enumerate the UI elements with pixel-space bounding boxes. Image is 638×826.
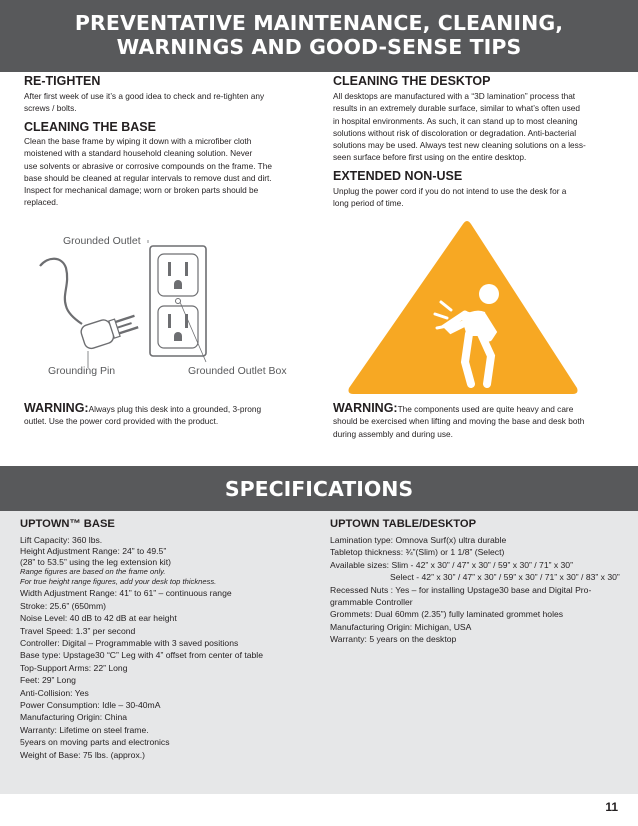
specifications-title: SPECIFICATIONS <box>224 477 414 501</box>
text-line: solutions without risk of discoloration or degradation. Anti-bacterial <box>333 127 577 138</box>
text-line: Clean the base frame by wiping it down with a microfiber cloth <box>24 136 252 146</box>
text-line: replaced. <box>24 197 59 208</box>
grounded-outlet-diagram <box>30 228 320 380</box>
spec-item: (28” to 53.5” using the leg extension kit) <box>20 556 171 567</box>
spec-note: Range figures are based on the frame only. <box>20 567 166 577</box>
cleaning-desktop-text <box>333 90 586 164</box>
text-line: in hospital environments. As such, it can stand up to most cleaning <box>333 115 578 126</box>
spec-item: Grommets: Dual 60mm (2.35”) fully laminated grommet holes <box>330 609 564 620</box>
extended-nonuse-heading: EXTENDED NON-USE <box>333 169 463 183</box>
page-title-line2: WARNINGS AND GOOD-SENSE TIPS <box>116 35 522 59</box>
spec-item: Weight of Base: 75 lbs. (approx.) <box>20 749 145 760</box>
spec-item: Anti-Collision: Yes <box>20 687 89 698</box>
text-line: Inspect for mechanical damage; worn or broken parts should be <box>24 185 259 196</box>
spec-item: Base type: Upstage30 “C” Leg with 4” offset from center of table <box>20 650 263 661</box>
warning-text: Always plug this desk into a grounded, 3-prong <box>88 404 262 414</box>
cleaning-desktop-heading: CLEANING THE DESKTOP <box>333 74 491 88</box>
power-cord <box>40 259 82 324</box>
spec-item: Manufacturing Origin: China <box>20 712 127 723</box>
uptown-table-spec-list <box>330 534 620 646</box>
text-line: moistened with a standard household cleaning solution. Never <box>24 148 253 159</box>
text-line: screws / bolts. <box>24 103 77 114</box>
warning-text: during assembly and during use. <box>333 428 453 439</box>
text-line: Unplug the power cord if you do not intend to use the desk for a <box>333 186 567 196</box>
spec-item: Controller: Digital – Programmable with 3 saved positions <box>20 638 239 649</box>
specifications-panel <box>0 511 638 794</box>
spec-item: Height Adjustment Range: 24” to 49.5” <box>20 546 167 557</box>
cleaning-base-heading: CLEANING THE BASE <box>24 120 156 134</box>
extended-nonuse-text <box>333 185 566 210</box>
spec-item: Warranty: 5 years on the desktop <box>330 634 457 645</box>
grounding-pin-label: Grounding Pin <box>48 365 116 377</box>
text-line: solutions may be used. Always test new cleaning solutions on a less- <box>333 140 586 151</box>
text-line: results in an extremely durable surface, similar to what’s often used <box>333 103 581 114</box>
grounded-outlet-box-label: Grounded Outlet Box <box>188 365 287 377</box>
uptown-base-heading: UPTOWN™ BASE <box>20 518 115 530</box>
outlet-icon <box>150 246 206 356</box>
warning-label: WARNING: <box>24 401 89 415</box>
spec-item: Stroke: 25.6” (650mm) <box>20 600 106 611</box>
text-line: All desktops are manufactured with a “3D lamination” process that <box>333 91 576 101</box>
spec-item: Available sizes: Slim - 42” x 30” / 47” x 30” / 59” x 30” / 71” x 30” <box>330 559 573 570</box>
text-line: long period of time. <box>333 198 404 209</box>
page-title-line1: PREVENTATIVE MAINTENANCE, CLEANING, <box>74 11 564 35</box>
spec-item: 5years on moving parts and electronics <box>20 737 170 748</box>
specifications-banner <box>0 466 638 511</box>
warning-text: should be exercised when lifting and moving the base and desk both <box>333 416 585 427</box>
spec-item: Feet: 29” Long <box>20 675 76 686</box>
text-line: seen surface before first using on the entire desktop. <box>333 152 527 163</box>
spec-item: Top-Support Arms: 22” Long <box>20 662 128 673</box>
warning-text: The components used are quite heavy and care <box>397 404 574 414</box>
text-line: use solvents or abrasive or corrosive compounds on the frame. The <box>24 160 272 171</box>
cleaning-base-text <box>24 135 272 209</box>
warning-label: WARNING: <box>333 401 398 415</box>
spec-item: Tabletop thickness: ¾”(Slim) or 1 1/8” (Select) <box>330 547 505 558</box>
warning-text: outlet. Use the power cord provided with the product. <box>24 416 219 427</box>
uptown-table-heading: UPTOWN TABLE/DESKTOP <box>330 518 477 530</box>
warning-left <box>24 402 261 428</box>
grounded-outlet-label: Grounded Outlet <box>63 235 141 247</box>
retighten-heading: RE-TIGHTEN <box>24 74 101 88</box>
spec-item: Noise Level: 40 dB to 42 dB at ear height <box>20 613 177 624</box>
spec-item: Power Consumption: Idle – 30-40mA <box>20 700 161 711</box>
spec-item: grammable Controller <box>330 597 413 608</box>
spec-item: Travel Speed: 1.3” per second <box>20 625 136 636</box>
lifting-hazard-icon <box>343 216 583 396</box>
text-line: After first week of use it’s a good idea to check and re-tighten any <box>24 91 265 101</box>
spec-item: Lift Capacity: 360 lbs. <box>20 535 103 545</box>
header-banner <box>0 0 638 72</box>
spec-note: For true height range figures, add your desk top thickness. <box>20 577 217 587</box>
warning-right <box>333 402 584 440</box>
spec-item: Select - 42” x 30” / 47” x 30” / 59” x 30” / 71” x 30” / 83” x 30” <box>390 572 620 583</box>
spec-item: Recessed Nuts : Yes – for installing Upstage30 base and Digital Pro- <box>330 584 592 595</box>
uptown-base-spec-list <box>20 534 263 761</box>
spec-item: Lamination type: Omnova Surf(x) ultra durable <box>330 535 507 545</box>
plug-icon <box>79 310 140 350</box>
spec-item: Width Adjustment Range: 41” to 61” – continuous range <box>20 588 232 599</box>
spec-item: Warranty: Lifetime on steel frame. <box>20 724 149 735</box>
text-line: base should be cleaned at regular intervals to remove dust and dirt. <box>24 172 272 183</box>
spec-item: Manufacturing Origin: Michigan, USA <box>330 621 472 632</box>
page-number: 11 <box>605 800 618 814</box>
retighten-text <box>24 90 264 115</box>
